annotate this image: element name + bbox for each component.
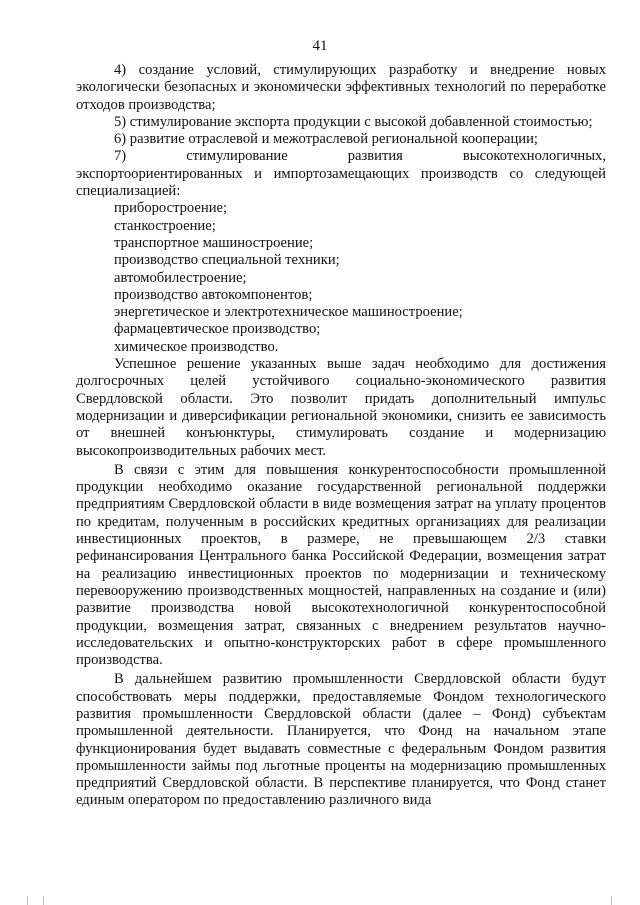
page-number: 41 [312,38,328,54]
list-item: химическое производство. [114,338,279,355]
body-paragraph: Успешное решение указанных выше задач необходимо для достижения долгосрочных целей устойчивого социально-экономического развития Свердловской области. Это позволит придать дополнительный импульс модернизации и диверсификации региональной экономики, снизить ее зависимость от внешней конъюнктуры, стимулировать создание и модернизацию высокопроизводительных рабочих мест. [76,356,606,459]
list-item: энергетическое и электротехническое машиностроение; [114,304,463,321]
scan-artifact [27,896,28,905]
body-paragraph: В дальнейшем развитию промышленности Свердловской области будут способствовать меры поддержки, предоставляемые Фондом технологического развития промышленности Свердловской области (далее – Фонд) субъектам промышленной деятельности. Планируется, что Фонд на начальном этапе функционирования будет выдавать совместные с федеральным Фондом развития промышленности займы под льготные проценты на модернизацию промышленных предприятий Свердловской области. В перспективе планируется, что Фонд станет единым оператором по предоставлению различного вида [76,671,606,809]
list-item: автомобилестроение; [114,269,247,286]
paragraph-item-7: 7) стимулирование развития высокотехнологичных, экспортоориентированных и импортозамещающих производств со следующей специализацией: [76,148,606,200]
list-item: приборостроение; [114,200,228,217]
scan-artifact [43,896,44,905]
paragraph-item-5: 5) стимулирование экспорта продукции с высокой добавленной стоимостью; [114,113,593,130]
paragraph-item-6: 6) развитие отраслевой и межотраслевой региональной кооперации; [114,131,538,148]
body-paragraph: В связи с этим для повышения конкурентоспособности промышленной продукции необходимо оказание государственной региональной поддержки предприятиям Свердловской области в виде возмещения затрат на уплату процентов по кредитам, полученным в российских кредитных организациях для реализации инвестиционных проектов, в размере, не превышающем 2/3 ставки рефинансирования Центрального банка Российской Федерации, возмещения затрат на реализацию инвестиционных проектов по модернизации и техническому перевооружению производственных мощностей, направленных на создание и (или) развитие производства новой высокотехнологичной конкурентоспособной продукции, возмещения затрат, связанных с внедрением результатов научно-исследовательских и опытно-конструкторских работ в сфере промышленного производства. [76,461,606,669]
list-item: транспортное машиностроение; [114,234,314,251]
scan-artifact [611,896,612,905]
list-item: производство специальной техники; [114,252,340,269]
page-content [76,62,606,810]
list-item: фармацевтическое производство; [114,321,321,338]
specialization-list [76,200,606,356]
list-item: станкостроение; [114,217,216,234]
paragraph-item-4: 4) создание условий, стимулирующих разработку и внедрение новых экологически безопасных и экономически эффективных технологий по переработке отходов производства; [76,62,606,113]
list-item: производство автокомпонентов; [114,286,313,303]
